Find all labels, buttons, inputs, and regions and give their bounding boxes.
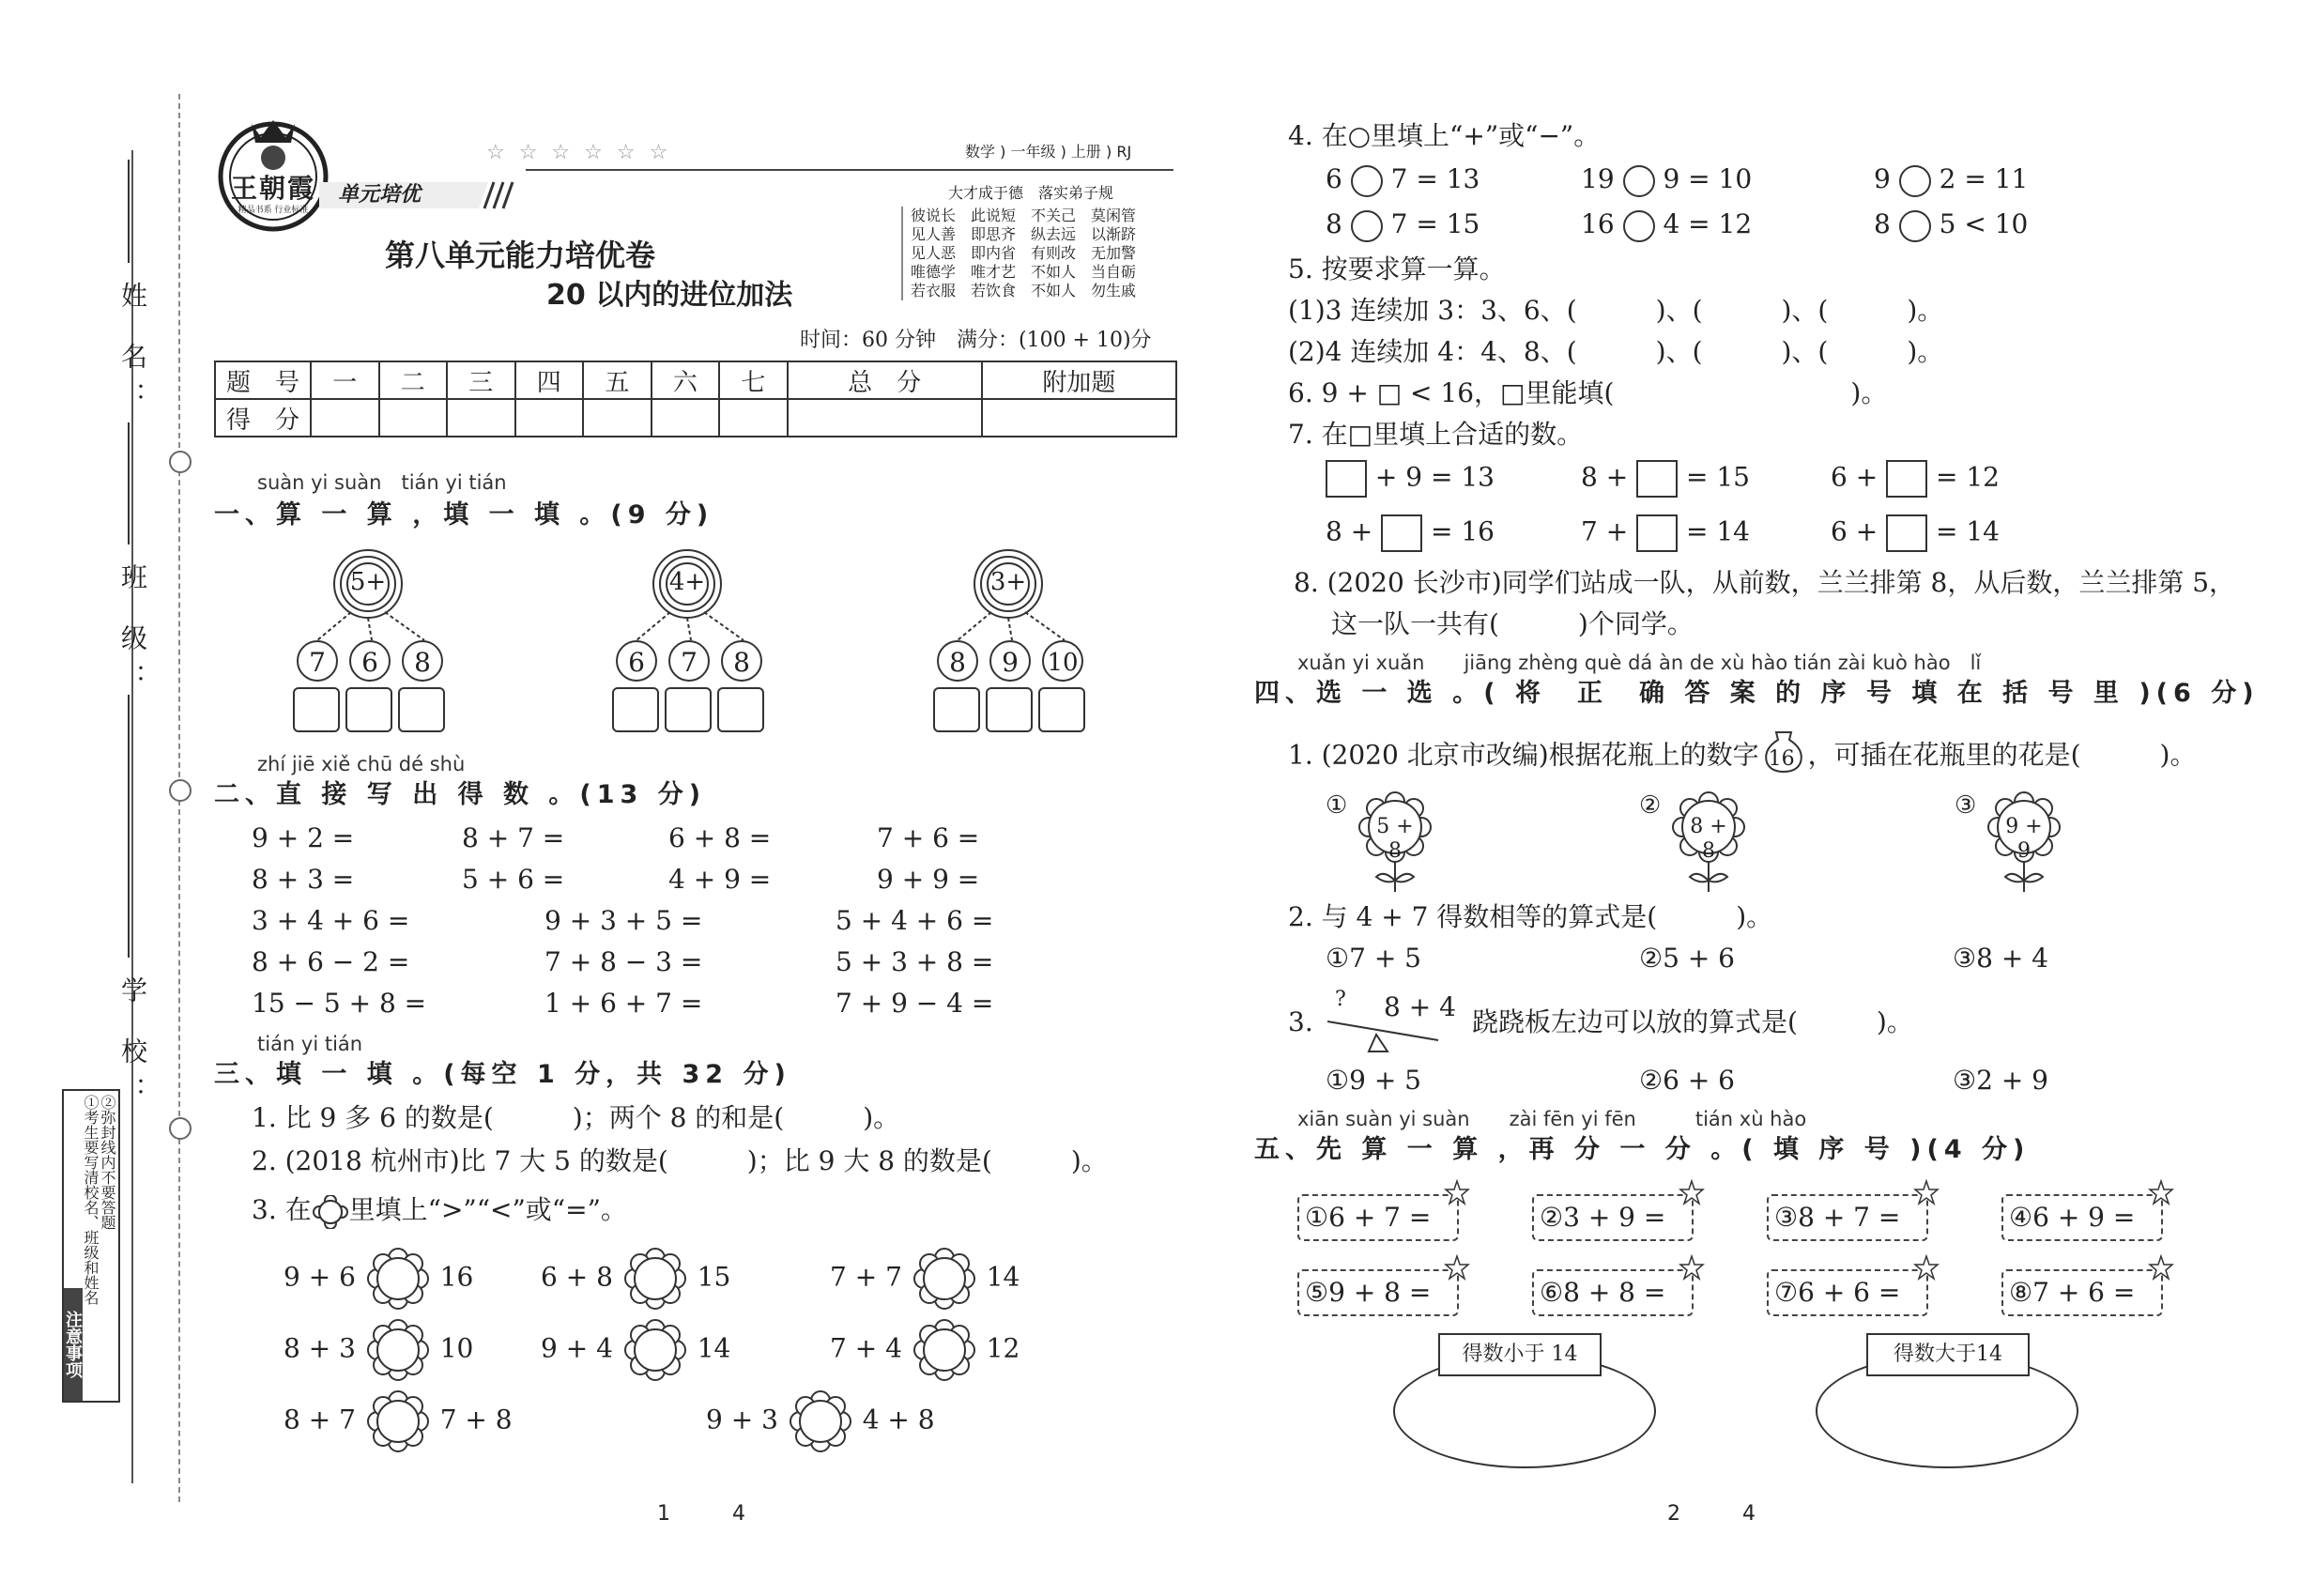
binding-hole-2: [169, 779, 192, 802]
sec2-title: 二、直 接 写 出 得 数 。(13 分): [214, 780, 707, 809]
tree-2-answer-box[interactable]: [665, 687, 712, 732]
compare-right: 12: [986, 1332, 1020, 1364]
calc-item: 1 + 6 + 7 =: [544, 988, 703, 1019]
motto-line: 若衣服 若饮食 不如人 勿生戚: [911, 282, 1137, 299]
binding-hole-3: [169, 1117, 192, 1140]
sec3-q8-line2: 这一队一共有( )个同学。: [1331, 608, 1694, 639]
binding-hole-1: [169, 451, 192, 473]
q7-item: [1581, 460, 1750, 498]
calc-card[interactable]: [1532, 1194, 1694, 1241]
op-circle[interactable]: [1351, 165, 1383, 197]
star-icon: [1679, 1179, 1705, 1205]
star-icon: [2148, 1254, 2174, 1281]
sec3-q8-line1: 8. (2020 长沙市)同学们站成一队，从前数，兰兰排第 8，从后数，兰兰排第 5，: [1294, 567, 2236, 598]
score-cell[interactable]: [447, 399, 515, 437]
op-circle[interactable]: [1623, 165, 1655, 197]
calc-item: 8 + 6 − 2 =: [252, 946, 410, 977]
q4-item: [1581, 208, 1752, 242]
tree-3-op: 3+: [989, 568, 1027, 596]
tree-1-lines: [293, 546, 462, 650]
q7-item: [1326, 460, 1495, 498]
calc-card-text: ④6 + 9 =: [2009, 1202, 2136, 1233]
q4-item: [1874, 208, 2028, 242]
sec4-q2-option[interactable]: ②5 + 6: [1639, 943, 1735, 974]
score-cell[interactable]: [583, 399, 652, 437]
calc-card[interactable]: [2001, 1194, 2163, 1241]
calc-item: 8 + 3 =: [252, 864, 355, 895]
calc-card[interactable]: [1532, 1269, 1694, 1316]
star-icon: [1679, 1254, 1705, 1281]
blank-box[interactable]: [1381, 514, 1422, 552]
compare-right: 15: [697, 1261, 731, 1293]
vase-icon: [1759, 738, 1808, 775]
motto-line: 彼说长 此说短 不关己 莫闲管: [911, 207, 1137, 224]
sec3-q3-post: 里填上“>”“<”或“=”。: [348, 1194, 627, 1225]
calc-card-text: ⑦6 + 6 =: [1774, 1277, 1901, 1308]
sec4-q2: 2. 与 4 + 7 得数相等的算式是( )。: [1288, 901, 1773, 932]
edition-tag: RJ: [1116, 143, 1132, 161]
tree-2-lines: [612, 546, 781, 650]
q7-post: = 16: [1431, 515, 1495, 547]
tree-3-answer-box[interactable]: [933, 687, 980, 732]
calc-card[interactable]: [1297, 1269, 1459, 1316]
sec2-pinyin: zhí jiē xiě chū dé shù: [257, 753, 466, 775]
compare-left: 9 + 4: [541, 1332, 613, 1364]
compare-left: 6 + 8: [541, 1261, 613, 1293]
score-table-header-row: [215, 361, 1176, 399]
sec4-q3-no: 3.: [1288, 1006, 1313, 1037]
q4-left: 6: [1326, 163, 1342, 194]
compare-left: 8 + 7: [284, 1404, 356, 1435]
logo-text: 王朝霞: [230, 173, 315, 204]
school-label: 学 校：: [117, 976, 148, 1116]
q7-item: [1581, 514, 1750, 552]
option-number: ③: [1955, 791, 1977, 820]
q7-item: [1831, 460, 2000, 498]
calc-card[interactable]: [1767, 1194, 1928, 1241]
calc-item: 8 + 7 =: [462, 822, 565, 853]
flower-circle-icon: [312, 1195, 349, 1229]
q4-item: [1874, 163, 2028, 197]
score-cell[interactable]: [379, 399, 448, 437]
q7-pre: 7 +: [1581, 515, 1629, 547]
header-rule: [526, 169, 1173, 171]
star-icon: [1913, 1254, 1940, 1281]
q4-right: 2 = 11: [1939, 163, 2029, 194]
flower-answer-icon[interactable]: [364, 1247, 432, 1311]
flower-answer-icon[interactable]: [621, 1247, 689, 1311]
sec3-q5-2: (2)4 连续加 4：4、8、( )、( )、( )。: [1288, 336, 1944, 367]
brand-tag-text: 单元培优: [338, 183, 422, 207]
q7-post: = 14: [1936, 515, 2000, 547]
calc-item: 9 + 9 =: [877, 864, 980, 895]
q4-right: 7 = 15: [1390, 208, 1480, 239]
flower-answer-icon[interactable]: [911, 1247, 978, 1311]
score-header-cell: 二: [379, 361, 448, 399]
sec4-q1-post: ，可插在花瓶里的花是( )。: [1807, 739, 2197, 771]
flower-option[interactable]: [1639, 790, 1780, 894]
brand-tag: [319, 178, 526, 212]
compare-left: 7 + 4: [830, 1332, 902, 1364]
tree-1-num: 6: [349, 640, 391, 682]
calc-card-text: ⑧7 + 6 =: [2009, 1277, 2136, 1308]
tree-3-num: 8: [937, 640, 978, 682]
calc-item: 7 + 6 =: [877, 822, 980, 853]
score-header-cell: 三: [447, 361, 515, 399]
calc-item: 9 + 2 =: [252, 822, 355, 853]
score-header-cell: 四: [515, 361, 584, 399]
calc-item: 7 + 8 − 3 =: [544, 946, 703, 977]
seesaw-question: ?: [1335, 988, 1346, 1011]
compare-left: 8 + 3: [284, 1332, 356, 1364]
compare-item: [284, 1247, 473, 1311]
rating-stars: ☆ ☆ ☆ ☆ ☆ ☆: [486, 141, 672, 164]
compare-right: 14: [986, 1261, 1020, 1293]
q4-item: [1581, 163, 1752, 197]
compare-right: 10: [439, 1332, 474, 1364]
compare-item: [830, 1247, 1020, 1311]
compare-right: 16: [439, 1261, 474, 1293]
grade-tag: 一年级: [1010, 143, 1056, 161]
score-header-cell: 总 分: [788, 361, 982, 399]
tree-1-answer-box[interactable]: [398, 687, 445, 732]
option-number: ①: [1326, 791, 1348, 820]
tree-2-answer-box[interactable]: [717, 687, 764, 732]
calc-card-text: ②3 + 9 =: [1540, 1202, 1666, 1233]
time-info: 时间：60 分钟 满分：(100 + 10)分: [800, 329, 1152, 352]
sec4-q3-option[interactable]: ③2 + 9: [1953, 1065, 2048, 1096]
notice-line-2: ②弥封线内不要答题: [99, 1095, 116, 1230]
score-table: [214, 361, 1177, 437]
sec4-q2-option[interactable]: ①7 + 5: [1326, 943, 1421, 974]
sec1-pinyin: suàn yi suàn tián yi tián: [257, 471, 507, 494]
tree-1-num: 7: [297, 640, 338, 682]
motto-top: 大才成于德 落实弟子规: [948, 184, 1114, 202]
blank-box[interactable]: [1886, 460, 1927, 498]
sec4-q3: [1288, 988, 2133, 1063]
compare-item: [541, 1318, 730, 1382]
calc-card-text: ①6 + 7 =: [1305, 1202, 1432, 1233]
star-icon: [2148, 1179, 2174, 1205]
less-than-14-label: 得数小于 14: [1438, 1333, 1602, 1376]
score-cell[interactable]: [788, 399, 982, 437]
calc-item: 3 + 4 + 6 =: [252, 905, 410, 936]
q7-post: + 9 = 13: [1374, 461, 1495, 493]
q4-right: 5 < 10: [1939, 208, 2029, 239]
more-than-14-label: 得数大于14: [1866, 1333, 2030, 1376]
page-number-right: 2 4: [1667, 1502, 1756, 1526]
sec3-q1: 1. 比 9 多 6 的数是( )；两个 8 的和是( )。: [252, 1102, 900, 1133]
sec3-title: 三、填 一 填 。(每空 1 分，共 32 分): [214, 1060, 791, 1089]
binding-strip: [0, 0, 188, 1596]
star-icon: [1444, 1254, 1470, 1281]
q7-item: [1831, 514, 2000, 552]
logo-badge: [214, 115, 332, 233]
star-icon: [1913, 1179, 1940, 1205]
score-cell[interactable]: [652, 399, 720, 437]
score-header-cell: 一: [311, 361, 379, 399]
class-label: 班 级：: [117, 563, 148, 703]
q4-left: 8: [1874, 208, 1891, 239]
q4-right: 9 = 10: [1663, 163, 1753, 194]
score-header-cell: 题 号: [215, 361, 311, 399]
sec3-q4-title: 4. 在○里填上“+”或“−”。: [1288, 120, 1601, 151]
tree-2-num: 6: [616, 640, 657, 682]
q7-pre: 8 +: [1581, 461, 1629, 493]
q7-item: [1326, 514, 1495, 552]
tree-3-num: 10: [1042, 640, 1083, 682]
blank-box[interactable]: [1636, 514, 1678, 552]
compare-right: 7 + 8: [439, 1404, 513, 1435]
tree-2-num: 8: [721, 640, 762, 682]
sec4-pinyin: xuǎn yi xuǎn jiāng zhèng què dá àn de xù hào tián zài kuò hào lǐ: [1297, 652, 1982, 674]
q4-left: 9: [1874, 163, 1891, 194]
sec3-pinyin: tián yi tián: [257, 1033, 363, 1055]
sec5-pinyin: xiān suàn yi suàn zài fēn yi fēn tián xù hào: [1297, 1108, 1807, 1130]
q7-post: = 12: [1936, 461, 2000, 493]
sec5-title: 五、先 算 一 算 ，再 分 一 分 。( 填 序 号 )(4 分): [1254, 1135, 2031, 1164]
subject-tags: 数学 ) 一年级 ) 上册 ) RJ: [965, 143, 1132, 161]
notice-title: 注意事项: [64, 1288, 83, 1401]
q4-right: 7 = 13: [1390, 163, 1480, 194]
compare-left: 7 + 7: [830, 1261, 902, 1293]
score-cell[interactable]: [515, 399, 584, 437]
q4-left: 8: [1326, 208, 1342, 239]
sec3-q3: [252, 1194, 627, 1229]
calc-item: 7 + 9 − 4 =: [836, 988, 994, 1019]
page-number-left: 1 4: [657, 1502, 745, 1526]
sec4-q3-option[interactable]: ①9 + 5: [1326, 1065, 1421, 1096]
name-line: [128, 160, 130, 263]
flower-answer-icon[interactable]: [911, 1318, 978, 1382]
q4-left: 19: [1581, 163, 1615, 194]
page-title: 第八单元能力培优卷: [385, 238, 656, 273]
class-line: [128, 422, 130, 545]
term-tag: 上册: [1070, 143, 1101, 161]
sec3-q5-title: 5. 按要求算一算。: [1288, 253, 1506, 284]
sec3-q7-title: 7. 在□里填上合适的数。: [1288, 419, 1584, 450]
star-icon: [1444, 1179, 1470, 1205]
tree-2-op: 4+: [668, 568, 706, 596]
q4-left: 16: [1581, 208, 1615, 239]
sec3-q5-1: (1)3 连续加 3：3、6、( )、( )、( )。: [1288, 295, 1944, 326]
sec3-q6: 6. 9 + □ < 16，□里能填( )。: [1288, 377, 1888, 408]
calc-item: 15 − 5 + 8 =: [252, 988, 427, 1019]
name-label: 姓 名：: [117, 282, 148, 422]
tree-3-num: 9: [989, 640, 1031, 682]
q7-pre: 8 +: [1326, 515, 1373, 547]
sec3-q3-pre: 3. 在: [252, 1194, 312, 1225]
sec4-q3-option[interactable]: ②6 + 6: [1639, 1065, 1735, 1096]
blank-box[interactable]: [1886, 514, 1927, 552]
q4-item: [1326, 163, 1480, 197]
number-tree-1: [293, 546, 462, 734]
flower-answer-icon[interactable]: [364, 1318, 432, 1382]
sec3-q2: 2. (2018 杭州市)比 7 大 5 的数是( )；比 9 大 8 的数是( )。: [252, 1145, 1108, 1176]
score-cell[interactable]: [311, 399, 379, 437]
calc-item: 5 + 4 + 6 =: [836, 905, 994, 936]
motto-line: 唯德学 唯才艺 不如人 当自砺: [911, 263, 1137, 281]
score-header-cell: 附加题: [982, 361, 1176, 399]
flower-answer-icon[interactable]: [364, 1389, 432, 1453]
score-cell[interactable]: [982, 399, 1176, 437]
calc-item: 6 + 8 =: [668, 822, 772, 853]
tree-1-answer-box[interactable]: [345, 687, 392, 732]
score-row-label: 得 分: [215, 399, 311, 437]
motto-line: 见人恶 即内省 有则改 无加警: [911, 244, 1137, 262]
logo-sub: 精品书系 行业标准: [238, 206, 309, 215]
option-expr: 5 + 8: [1376, 815, 1414, 863]
q4-item: [1326, 208, 1480, 242]
motto-block: [901, 207, 1136, 300]
score-header-cell: 七: [719, 361, 788, 399]
seesaw-right-expr: 8 + 4: [1384, 991, 1456, 1022]
tree-1-answer-box[interactable]: [293, 687, 340, 732]
tree-3-answer-box[interactable]: [986, 687, 1033, 732]
tree-2-num: 7: [668, 640, 710, 682]
number-tree-3: [933, 546, 1102, 734]
calc-item: 5 + 3 + 8 =: [836, 946, 994, 977]
calc-item: 4 + 9 =: [668, 864, 772, 895]
tree-3-answer-box[interactable]: [1038, 687, 1085, 732]
compare-item: [541, 1247, 730, 1311]
notice-line-1: ①考生要写清校名、班级和姓名: [82, 1095, 100, 1305]
score-header-cell: 五: [583, 361, 652, 399]
op-circle[interactable]: [1899, 165, 1931, 197]
compare-left: 9 + 3: [706, 1404, 778, 1435]
sec4-q2-option[interactable]: ③8 + 4: [1953, 943, 2048, 974]
blank-box[interactable]: [1636, 460, 1678, 498]
option-number: ②: [1639, 791, 1662, 820]
page-subtitle: 20 以内的进位加法: [546, 279, 793, 312]
sec4-title: 四、选 一 选 。( 将 正 确 答 案 的 序 号 填 在 括 号 里 )(6 分): [1254, 679, 2260, 708]
q7-post: = 15: [1686, 461, 1750, 493]
compare-right: 4 + 8: [862, 1404, 935, 1435]
op-circle[interactable]: [1623, 210, 1655, 242]
score-table-score-row: [215, 399, 1176, 437]
compare-left: 9 + 6: [284, 1261, 356, 1293]
school-line: [128, 695, 130, 958]
op-circle[interactable]: [1899, 210, 1931, 242]
flower-option[interactable]: [1955, 790, 2095, 894]
blank-box[interactable]: [1326, 460, 1367, 498]
sec4-q1-pre: 1. (2020 北京市改编)根据花瓶上的数字: [1288, 739, 1759, 771]
compare-right: 14: [697, 1332, 731, 1364]
compare-item: [706, 1389, 935, 1453]
compare-item: [284, 1318, 473, 1382]
tree-1-op: 5+: [349, 568, 387, 596]
calc-item: 9 + 3 + 5 =: [544, 905, 703, 936]
sec4-q1: [1288, 738, 2196, 775]
calc-card[interactable]: [2001, 1269, 2163, 1316]
tree-2-answer-box[interactable]: [612, 687, 659, 732]
q4-right: 4 = 12: [1663, 208, 1753, 239]
flower-answer-icon[interactable]: [787, 1389, 854, 1453]
calc-card[interactable]: [1297, 1194, 1459, 1241]
sec4-q3-post: 跷跷板左边可以放的算式是( )。: [1472, 1006, 1913, 1037]
calc-card-text: ③8 + 7 =: [1774, 1202, 1901, 1233]
notice-box: [62, 1089, 120, 1403]
tree-1-num: 8: [402, 640, 443, 682]
q7-pre: 6 +: [1831, 515, 1878, 547]
subject-tag: 数学: [965, 143, 996, 161]
tree-3-lines: [933, 546, 1102, 650]
calc-card[interactable]: [1767, 1269, 1928, 1316]
compare-item: [284, 1389, 513, 1453]
score-header-cell: 六: [652, 361, 720, 399]
flower-option[interactable]: [1326, 790, 1466, 894]
score-cell[interactable]: [719, 399, 788, 437]
option-expr: 9 + 9: [2005, 815, 2043, 863]
vase-number: 16: [1768, 747, 1795, 771]
op-circle[interactable]: [1351, 210, 1383, 242]
calc-item: 5 + 6 =: [462, 864, 565, 895]
calc-card-text: ⑤9 + 8 =: [1305, 1277, 1432, 1308]
calc-card-text: ⑥8 + 8 =: [1540, 1277, 1666, 1308]
motto-line: 见人善 即思齐 纵去远 以渐跻: [911, 225, 1137, 243]
option-expr: 8 + 8: [1690, 815, 1727, 863]
sec1-title: 一、算 一 算 ，填 一 填 。(9 分): [214, 500, 714, 529]
q7-post: = 14: [1686, 515, 1750, 547]
number-tree-2: [612, 546, 781, 734]
compare-item: [830, 1318, 1020, 1382]
flower-answer-icon[interactable]: [621, 1318, 689, 1382]
q7-pre: 6 +: [1831, 461, 1878, 493]
